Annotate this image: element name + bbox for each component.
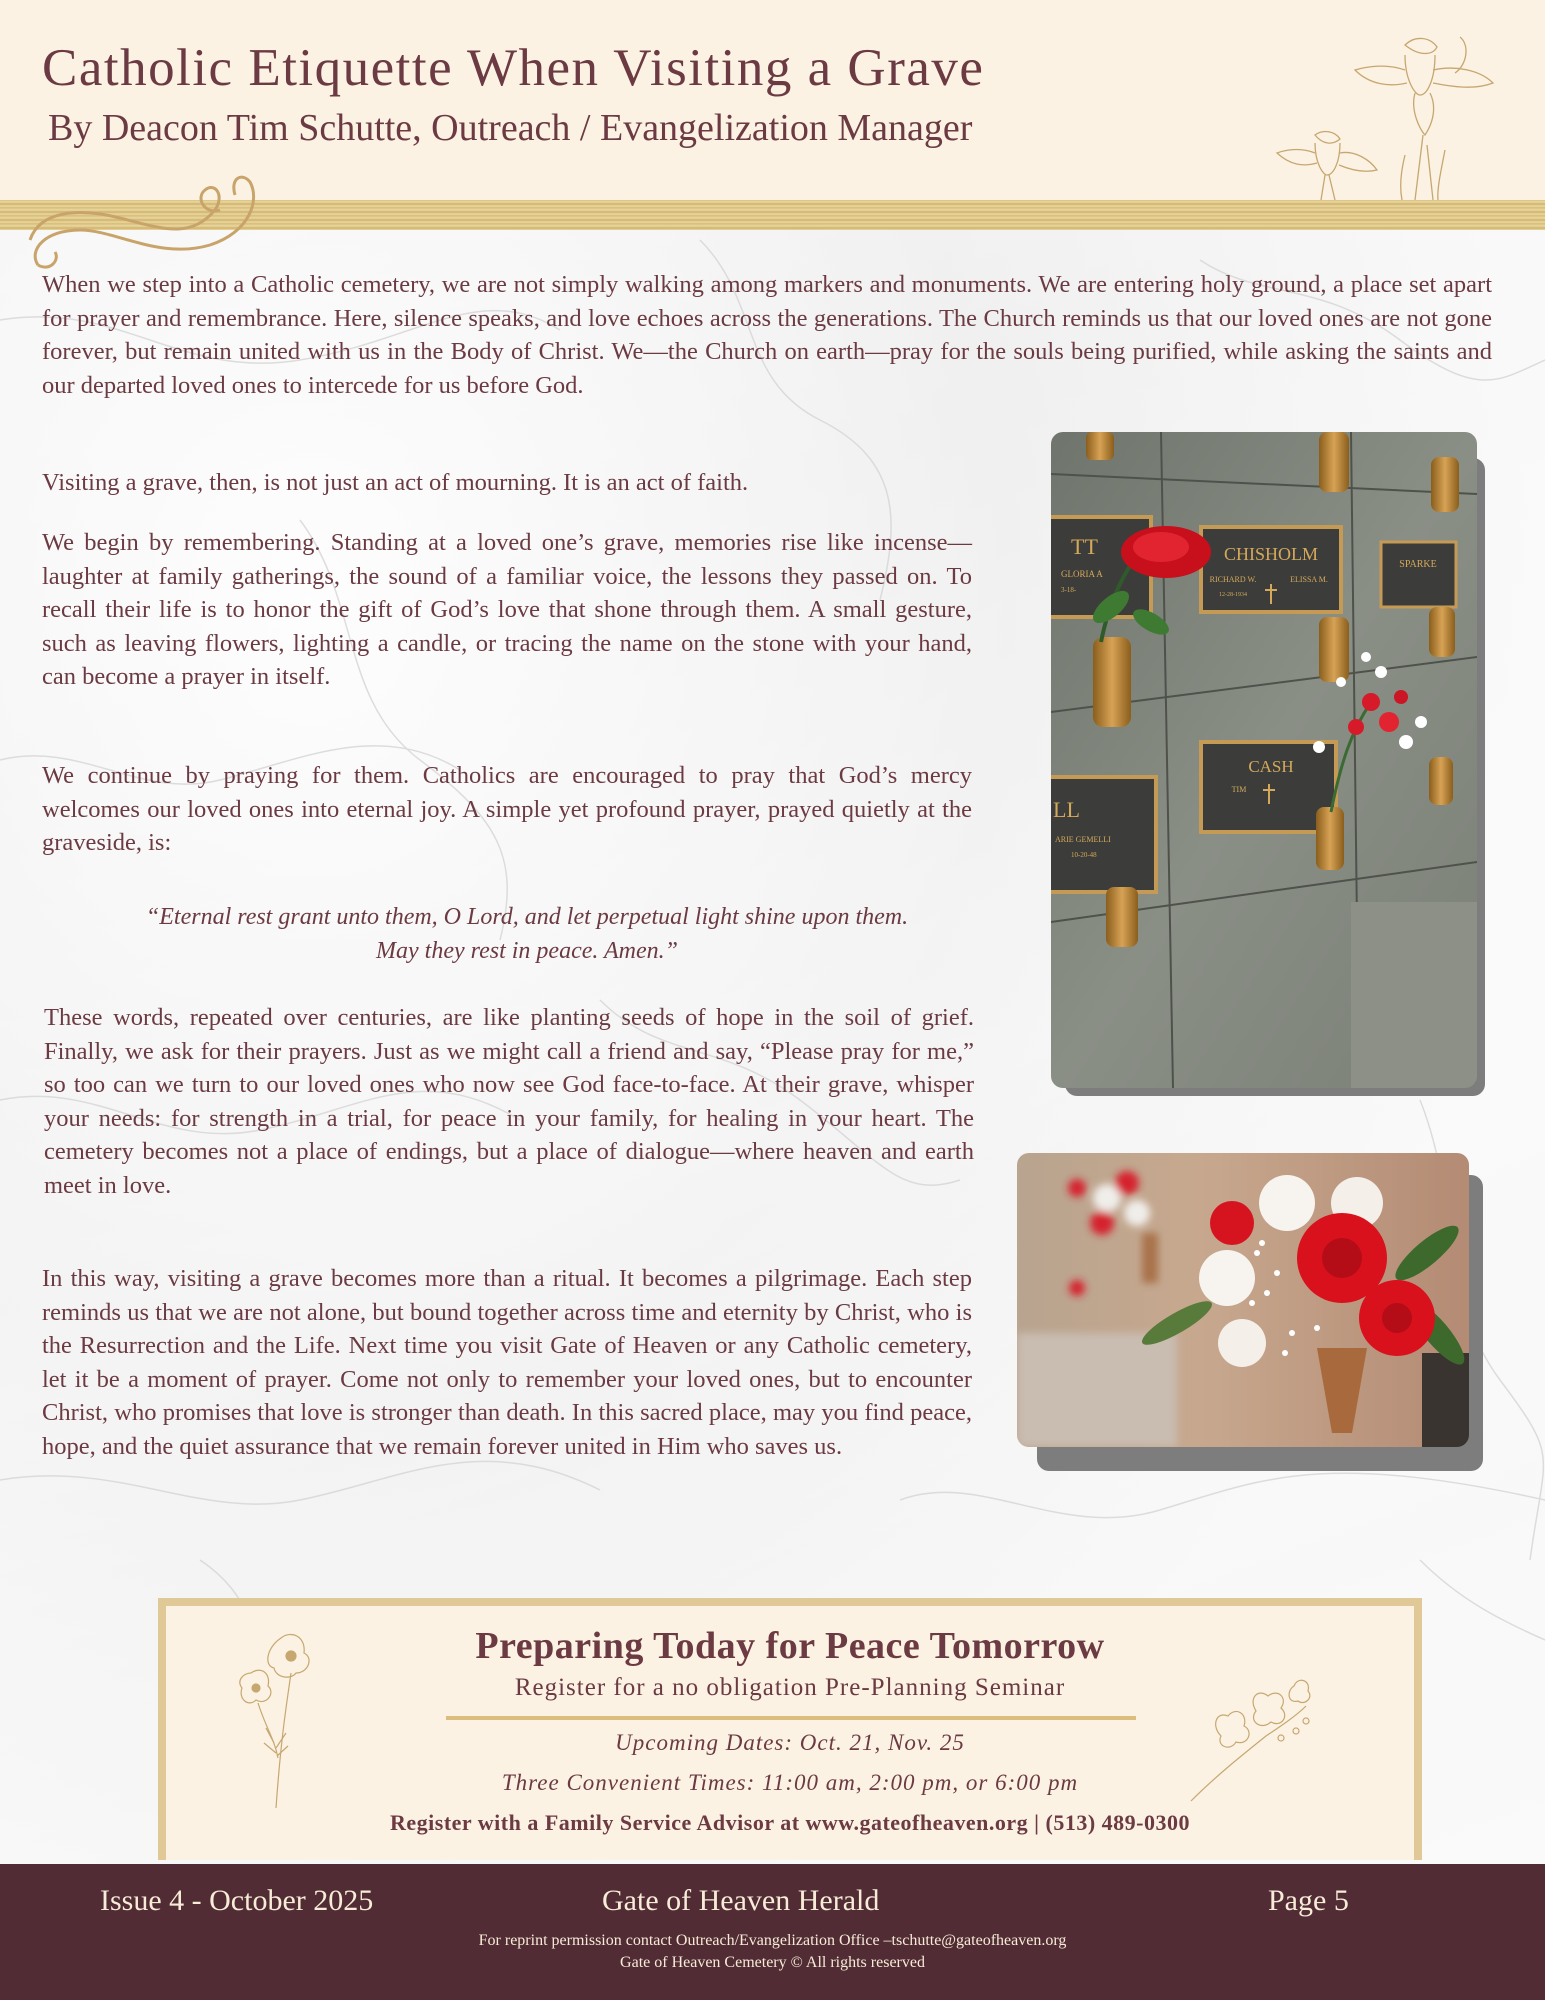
copyright-notice: Gate of Heaven Cemetery © All rights reserved [620,1954,925,1971]
svg-text:CHISHOLM: CHISHOLM [1223,544,1319,564]
plaque-chisholm [1201,527,1341,612]
svg-text:TIM: TIM [1231,785,1247,794]
callout-divider [446,1716,1136,1720]
article-paragraph-praying: We continue by praying for them. Catholics are encouraged to pray that God’s mercy welcomes our loved ones into eternal joy. A simple yet profound prayer, prayed quietly at the graveside, is: [42,762,972,856]
svg-text:LL: LL [1053,797,1080,822]
publication-name: Gate of Heaven Herald [602,1884,880,1917]
page-title: Catholic Etiquette When Visiting a Grave [42,39,985,97]
svg-text:GLORIA A: GLORIA A [1061,569,1103,579]
svg-text:ARIE GEMELLI: ARIE GEMELLI [1055,835,1111,844]
callout-title: Preparing Today for Peace Tomorrow [475,1625,1105,1667]
article-paragraph-remembering: We begin by remembering. Standing at a loved one’s grave, memories rise like incense—laughter at family gatherings, the sound of a familiar voice, the lessons they passed on. To recall their life is to honor the gift of God’s love that shone through them. A small gesture, such as leaving flowers, lighting a candle, or tracing the name on the stone with your hand, can become a prayer in itself. [42,529,972,690]
svg-text:ELISSA M.: ELISSA M. [1290,575,1328,584]
prayer-quote [42,900,1012,968]
roses-image [1017,1153,1469,1447]
reprint-permission: For reprint permission contact Outreach/Evangelization Office –tschutte@gateofheaven.org [478,1932,1067,1949]
blossom-branch-illustration-icon [1186,1676,1316,1806]
plaque-left-bottom [1051,777,1156,892]
daffodil-illustration-icon [1255,25,1505,200]
roses-picture [1017,1153,1469,1447]
flourish-swirl-icon [20,160,280,270]
page-number: Page 5 [1268,1884,1349,1917]
article-paragraph-intro: When we step into a Catholic cemetery, we are not simply walking among markers and monuments. We are entering holy ground, a place set apart for prayer and remembrance. Here, silence speaks, and love echoes across the generations. The Church reminds us that our loved ones are not gone forever, but remain united with us in the Body of Christ. We—the Church on earth—pray for the souls being purified, while asking the saints and our departed loved ones to intercede for us before God. [42,271,1492,399]
page-footer [0,1864,1545,2000]
callout-subtitle: Register for a no obligation Pre-Planning Seminar [514,1674,1066,1701]
prayer-line-2: May they rest in peace. Amen.” [376,938,678,964]
plaque-sparke [1381,542,1456,607]
upcoming-dates: Upcoming Dates: Oct. 21, Nov. 25 [615,1730,965,1755]
crypt-wall-image [1051,432,1477,1088]
author-byline: By Deacon Tim Schutte, Outreach / Evangelization Manager [48,107,973,149]
svg-text:12-28-1934: 12-28-1934 [1219,592,1247,598]
footer-notes [0,1930,1545,1974]
article-paragraph-pilgrimage: In this way, visiting a grave becomes more than a ritual. It becomes a pilgrimage. Each step reminds us that we are not alone, but bound together across time and eternity by Christ, who is the Resurrection and the Life. Next time you visit Gate of Heaven or any Catholic cemetery, let it be a moment of prayer. Come not only to remember your loved ones, but to encounter Christ, who promises that love is stronger than death. In this sacred place, may you find peace, hope, and the quiet assurance that we remain forever united in Him who saves us. [42,1265,972,1460]
register-info-link[interactable]: Register with a Family Service Advisor at www.gateofheaven.org | (513) 489-0300 [390,1810,1190,1835]
seminar-times: Three Convenient Times: 11:00 am, 2:00 pm, or 6:00 pm [501,1770,1079,1795]
article-paragraph-asking: These words, repeated over centuries, are like planting seeds of hope in the soil of grief. Finally, we ask for their prayers. Just as we might call a friend and say, “Please pray for me,” so too can we turn to our loved ones who now see God face-to-face. At their grave, whisper your needs: for strength in a trial, for peace in your family, for healing in your heart. The cemetery becomes not a place of endings, but a place of dialogue—where heaven and earth meet in love. [44,1004,974,1199]
svg-text:10-20-48: 10-20-48 [1071,851,1097,859]
svg-text:SPARKE: SPARKE [1399,559,1437,570]
svg-text:3-18-: 3-18- [1061,586,1077,594]
issue-date: Issue 4 - October 2025 [100,1884,374,1917]
article-paragraph-faith: Visiting a grave, then, is not just an act of mourning. It is an act of faith. [42,469,749,496]
crypt-wall-picture [1051,432,1477,1088]
plaque-cash [1201,742,1336,832]
svg-text:TT: TT [1071,534,1098,559]
svg-text:RICHARD W.: RICHARD W. [1209,575,1257,584]
seminar-callout [158,1598,1422,1860]
prayer-line-1: “Eternal rest grant unto them, O Lord, and let perpetual light shine upon them. [145,904,909,930]
svg-text:CASH: CASH [1248,757,1294,776]
